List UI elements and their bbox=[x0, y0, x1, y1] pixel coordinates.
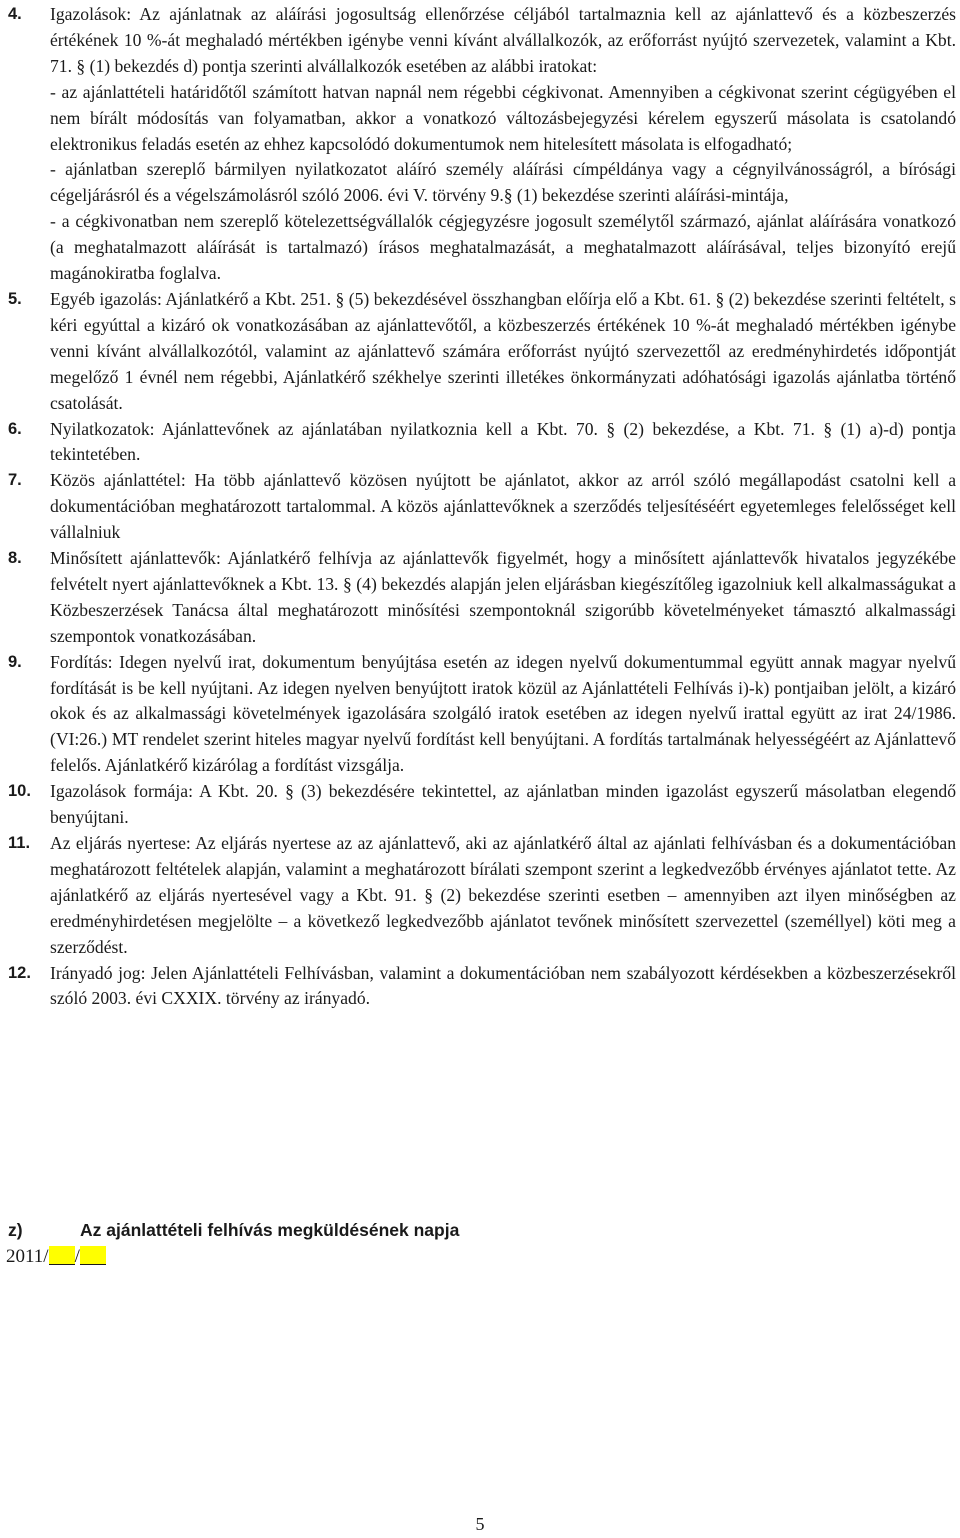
item-number: 8. bbox=[8, 549, 22, 568]
list-item bbox=[8, 961, 956, 1013]
item-number: 10. bbox=[8, 782, 31, 801]
item-number: 4. bbox=[8, 5, 22, 23]
item-paragraph: Közös ajánlattétel: Ha több ajánlattevő közösen nyújtott be ajánlatot, akkor az arról szóló megállapodást csatolni kell a dokumentációban meghatározott tartalommal. A közös ajánlattevőknek a szerződés teljesítéséért egyetemleges felelősséget kell vállalniuk bbox=[50, 470, 956, 543]
section-title: Az ajánlattételi felhívás megküldésének napja bbox=[80, 1220, 460, 1240]
list-item bbox=[8, 779, 956, 831]
date-year: 2011/ bbox=[6, 1246, 49, 1267]
day-blank-field[interactable] bbox=[80, 1246, 106, 1265]
item-paragraph: Igazolások: Az ajánlatnak az aláírási jogosultság ellenőrzése céljából tartalmaznia kell az ajánlattevő és a közbeszerzés értékének 10 %-át meghaladó mértékben igénybe venni kívánt alvállalkozók, az erőforrást nyújtó szervezetek, valamint a Kbt. 71. § (1) bekezdés d) pontja szerinti alvállalkozók esetében az alábbi iratokat: bbox=[50, 4, 956, 76]
list-item bbox=[8, 546, 956, 650]
item-number: 5. bbox=[8, 289, 22, 308]
item-paragraph: Irányadó jog: Jelen Ajánlattételi Felhívásban, valamint a dokumentációban nem szabályozott kérdésekben a közbeszerzésekről szóló 2003. évi CXXIX. törvény az irányadó. bbox=[50, 962, 956, 1009]
list-item bbox=[8, 650, 956, 780]
section-letter: z) bbox=[8, 1220, 23, 1240]
item-paragraph: - ajánlatban szereplő bármilyen nyilatkozatot aláíró személy aláírási címpéldánya vagy a cégnyilvánosságról, a bírósági cégeljárásról és a végelszámolásról szóló 2006. évi V. törvény 9.§ (1) bekezdése szerinti aláírási-mintája, bbox=[50, 159, 956, 206]
item-paragraph: Minősített ajánlattevők: Ajánlatkérő felhívja az ajánlattevők figyelmét, hogy a minősített ajánlattevők hivatalos jegyzékébe felvételt nyert ajánlattevőknek a Kbt. 13. § (4) bekezdés alapján jelen eljárásban kiegészítőleg igazolniuk kell alkalmasságukat a Közbeszerzések Tanácsa által meghatározott minősítési szempontoknál szigorúbb követelményeket támasztó alkalmassági szempontok vonatkozásában. bbox=[50, 548, 956, 646]
list-item bbox=[8, 831, 956, 961]
item-number: 11. bbox=[8, 834, 31, 852]
item-number: 9. bbox=[8, 652, 22, 671]
item-paragraph: Az eljárás nyertese: Az eljárás nyertese az az ajánlattevő, aki az ajánlatkérő által az ajánlati felhívásban és a dokumentációban meghatározott feltételek alapján, valamint a meghatározott bírálati szempont szerint a legkedvezőbb érvényes ajánlatot tette. Az ajánlatkérő az eljárás nyertesével vagy a Kbt. 91. § (2) bekezdése szerinti esetben – amennyiben azt ilyen minőségben az eredményhirdetésen megjelölte – a következő legkedvezőbb ajánlatot tevőnek minősített szervezettel (személlyel) köti meg a szerződést. bbox=[50, 833, 956, 957]
item-paragraph: - a cégkivonatban nem szereplő kötelezettségvállalók cégjegyzésre jogosult személytől származó, ajánlat aláírására vonatkozó (a meghatalmazott aláírását is tartalmazó) írásos meghatalmazását, a meghatalmazott aláírásával, teljes bizonyító erejű magánokiratba foglalva. bbox=[50, 211, 956, 284]
item-number: 12. bbox=[8, 963, 31, 982]
date-line bbox=[6, 1244, 106, 1270]
list-item bbox=[8, 468, 956, 546]
list-item bbox=[8, 2, 956, 287]
date-separator: / bbox=[74, 1246, 80, 1267]
list-item bbox=[8, 287, 956, 417]
item-paragraph: Fordítás: Idegen nyelvű irat, dokumentum benyújtása esetén az idegen nyelvű dokumentummal együtt annak magyar nyelvű fordítását is be kell nyújtani. Az idegen nyelven benyújtott iratok közül az Ajánlattételi Felhívás i)-k) pontjaiban jelölt, a kizáró okok és az alkalmassági követelmények igazolására szolgáló iratok esetében az idegen nyelvű irattal együtt az irat 24/1986. (VI:26.) MT rendelet szerint hiteles magyar nyelvű fordítást kell benyújtani. A fordítás tartalmának helyességéért az Ajánlattevő felelős. Ajánlatkérő kizárólag a fordítást vizsgálja. bbox=[50, 651, 956, 776]
month-blank-field[interactable] bbox=[49, 1246, 75, 1265]
list-item bbox=[8, 417, 956, 469]
item-paragraph: Egyéb igazolás: Ajánlatkérő a Kbt. 251. § (5) bekezdésével összhangban előírja elő a Kbt. 61. § (2) bekezdése szerinti feltételt, s kéri egyúttal a kizáró ok vonatkozásában az ajánlattevőtől, a közbeszerzés értékének 10 %-át meghaladó mértékben igénybe venni kívánt alvállalkozótól, valamint az ajánlattevő számára erőforrást nyújtó szervezettől az eredményhirdetés időpontját megelőző 1 évnél nem régebbi, Ajánlatkérő székhelye szerinti illetékes önkormányzati adóhatósági igazolás ajánlatba történő csatolását. bbox=[50, 288, 956, 413]
numbered-list bbox=[8, 2, 956, 1012]
item-paragraph: Nyilatkozatok: Ajánlattevőnek az ajánlatában nyilatkoznia kell a Kbt. 70. § (2) bekezdése, a Kbt. 71. § (1) a)-d) pontja tekintetében. bbox=[50, 418, 956, 465]
item-paragraph: - az ajánlattételi határidőtől számított hatvan napnál nem régebbi cégkivonat. Amennyiben a cégkivonat szerint cégügyében el nem bírált módosítás van folyamatban, akkor a vonatkozó változásbejegyzési kérelem egyszerű másolata is csatolandó elektronikus feladás esetén az ehhez kapcsolódó dokumentumok nem hitelesített másolata is elfogadható; bbox=[50, 81, 956, 154]
item-number: 7. bbox=[8, 471, 22, 490]
page-number: 5 bbox=[475, 1514, 485, 1534]
item-paragraph: Igazolások formája: A Kbt. 20. § (3) bekezdésére tekintettel, az ajánlatban minden igazolást egyszerű másolatban elegendő benyújtani. bbox=[50, 781, 956, 828]
item-number: 6. bbox=[8, 419, 22, 438]
